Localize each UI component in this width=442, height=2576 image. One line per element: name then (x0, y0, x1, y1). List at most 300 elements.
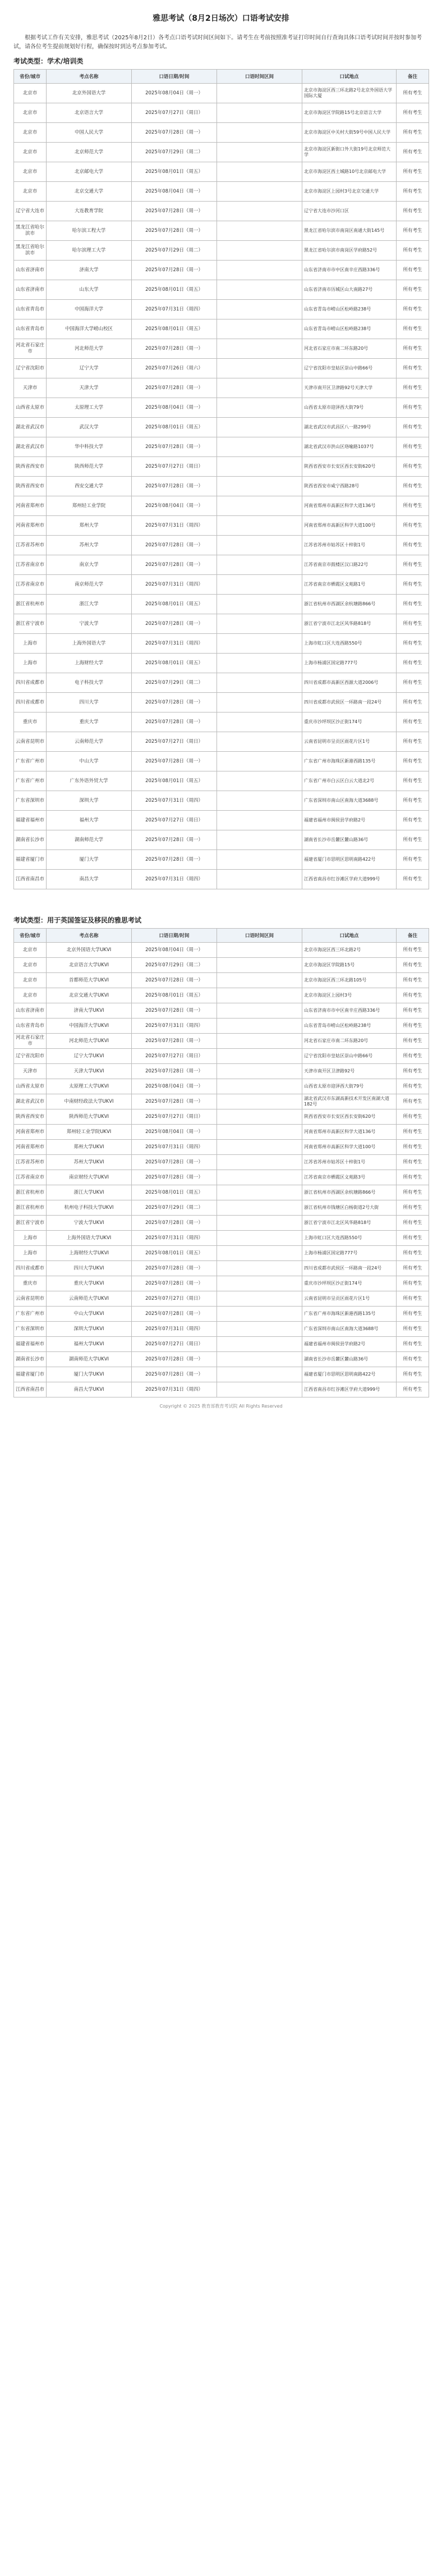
table-row (14, 614, 429, 634)
cell-time-range (217, 673, 302, 693)
cell-location: 天津市南开区卫津路92号 (302, 1064, 397, 1079)
cell-location: 江西省南昌市红谷滩区学府大道999号 (302, 1382, 397, 1397)
cell-venue: 中山大学UKVI (47, 1307, 132, 1322)
header-note: 备注 (397, 929, 429, 943)
cell-city: 上海市 (14, 1231, 47, 1246)
table-row (14, 103, 429, 123)
cell-note: 所有考生 (397, 732, 429, 752)
cell-date: 2025年07月29日（周二） (132, 958, 217, 973)
cell-location: 江苏省苏州市姑苏区十梓街1号 (302, 1155, 397, 1170)
cell-location: 北京市海淀区西土城路10号北京邮电大学 (302, 162, 397, 182)
cell-location: 福建省福州市闽侯县学府路2号 (302, 1337, 397, 1352)
cell-date: 2025年08月04日（周一） (132, 84, 217, 103)
cell-venue: 北京交通大学UKVI (47, 988, 132, 1003)
cell-note: 所有考生 (397, 1322, 429, 1337)
cell-venue: 太原理工大学UKVI (47, 1079, 132, 1094)
cell-location: 上海市杨浦区国定路777号 (302, 654, 397, 673)
section-title-ukvi: 考试类型：用于英国签证及移民的雅思考试 (13, 916, 142, 924)
cell-venue: 上海外国语大学 (47, 634, 132, 654)
cell-city: 北京市 (14, 123, 47, 143)
cell-location: 广东省深圳市南山区南海大道3688号 (302, 791, 397, 811)
cell-city: 上海市 (14, 654, 47, 673)
table-row (14, 477, 429, 496)
cell-note: 所有考生 (397, 477, 429, 496)
cell-location: 湖南省长沙市岳麓区麓山路36号 (302, 1352, 397, 1367)
cell-note: 所有考生 (397, 1079, 429, 1094)
cell-city: 广东省广州市 (14, 752, 47, 771)
cell-time-range (217, 418, 302, 437)
cell-venue: 首都师范大学UKVI (47, 973, 132, 988)
schedule-table-ukvi (13, 928, 429, 1397)
cell-city: 北京市 (14, 973, 47, 988)
table-row (14, 1322, 429, 1337)
cell-location: 四川省成都市武侯区一环路南一段24号 (302, 693, 397, 712)
cell-note: 所有考生 (397, 162, 429, 182)
table-row (14, 536, 429, 555)
cell-venue: 湖南师范大学UKVI (47, 1352, 132, 1367)
cell-venue: 北京外国语大学UKVI (47, 943, 132, 958)
cell-note: 所有考生 (397, 418, 429, 437)
cell-venue: 哈尔滨工程大学 (47, 221, 132, 241)
cell-location: 云南省昆明市呈贡区雨花片区1号 (302, 1291, 397, 1307)
table-row (14, 791, 429, 811)
table-row (14, 339, 429, 359)
cell-note: 所有考生 (397, 241, 429, 261)
cell-venue: 济南大学UKVI (47, 1003, 132, 1018)
page-title: 雅思考试（8月2日场次）口语考试安排 (153, 14, 289, 23)
cell-date: 2025年07月31日（周四） (132, 791, 217, 811)
table-row (14, 693, 429, 712)
cell-location: 江苏省南京市栖霞区文苑路3号 (302, 1170, 397, 1185)
cell-note: 所有考生 (397, 437, 429, 457)
cell-time-range (217, 771, 302, 791)
cell-time-range (217, 988, 302, 1003)
cell-venue: 武汉大学 (47, 418, 132, 437)
cell-city: 四川省成都市 (14, 1261, 47, 1276)
cell-time-range (217, 1382, 302, 1397)
cell-city: 福建省厦门市 (14, 1367, 47, 1382)
cell-date: 2025年07月28日（周一） (132, 712, 217, 732)
table-row (14, 516, 429, 536)
cell-time-range (217, 1231, 302, 1246)
cell-time-range (217, 261, 302, 280)
header-date: 口语日期/时间 (132, 70, 217, 84)
cell-time-range (217, 614, 302, 634)
cell-note: 所有考生 (397, 830, 429, 850)
table-row (14, 1261, 429, 1276)
cell-date: 2025年07月28日（周一） (132, 1307, 217, 1322)
cell-note: 所有考生 (397, 143, 429, 162)
cell-note: 所有考生 (397, 654, 429, 673)
cell-note: 所有考生 (397, 1216, 429, 1231)
cell-date: 2025年07月27日（周日） (132, 1049, 217, 1064)
cell-note: 所有考生 (397, 202, 429, 221)
cell-time-range (217, 1064, 302, 1079)
table-row (14, 1034, 429, 1049)
cell-date: 2025年07月29日（周二） (132, 143, 217, 162)
cell-note: 所有考生 (397, 850, 429, 870)
cell-note: 所有考生 (397, 1337, 429, 1352)
cell-venue: 山东大学 (47, 280, 132, 300)
cell-city: 北京市 (14, 103, 47, 123)
cell-date: 2025年07月31日（周四） (132, 300, 217, 319)
cell-note: 所有考生 (397, 555, 429, 575)
cell-date: 2025年07月28日（周一） (132, 614, 217, 634)
cell-venue: 辽宁大学 (47, 359, 132, 378)
cell-location: 浙江省宁波市江北区风华路818号 (302, 614, 397, 634)
cell-venue: 四川大学UKVI (47, 1261, 132, 1276)
cell-city: 辽宁省沈阳市 (14, 1049, 47, 1064)
cell-city: 上海市 (14, 1246, 47, 1261)
cell-date: 2025年07月28日（周一） (132, 221, 217, 241)
cell-location: 重庆市沙坪坝区沙正街174号 (302, 1276, 397, 1291)
cell-time-range (217, 1307, 302, 1322)
cell-time-range (217, 241, 302, 261)
cell-city: 江苏省苏州市 (14, 1155, 47, 1170)
table-row (14, 1231, 429, 1246)
cell-city: 江苏省南京市 (14, 555, 47, 575)
cell-note: 所有考生 (397, 771, 429, 791)
cell-venue: 大连教育学院 (47, 202, 132, 221)
cell-date: 2025年07月28日（周一） (132, 536, 217, 555)
cell-date: 2025年07月28日（周一） (132, 830, 217, 850)
cell-date: 2025年08月04日（周一） (132, 182, 217, 202)
cell-venue: 北京外国语大学 (47, 84, 132, 103)
cell-note: 所有考生 (397, 359, 429, 378)
table-row (14, 123, 429, 143)
header-time-range: 口语时间区间 (217, 929, 302, 943)
cell-time-range (217, 319, 302, 339)
cell-note: 所有考生 (397, 1155, 429, 1170)
cell-location: 广东省广州市白云区白云大道北2号 (302, 771, 397, 791)
table-row (14, 1079, 429, 1094)
cell-date: 2025年07月31日（周四） (132, 1382, 217, 1397)
cell-city: 浙江省宁波市 (14, 614, 47, 634)
schedule-table-academic (13, 69, 429, 889)
cell-venue: 陕西师范大学 (47, 457, 132, 477)
cell-note: 所有考生 (397, 1064, 429, 1079)
cell-note: 所有考生 (397, 575, 429, 595)
table-row (14, 943, 429, 958)
cell-city: 河北省石家庄市 (14, 339, 47, 359)
cell-city: 北京市 (14, 988, 47, 1003)
cell-time-range (217, 516, 302, 536)
cell-venue: 苏州大学 (47, 536, 132, 555)
cell-note: 所有考生 (397, 280, 429, 300)
cell-note: 所有考生 (397, 300, 429, 319)
cell-date: 2025年07月31日（周四） (132, 575, 217, 595)
cell-time-range (217, 1079, 302, 1094)
cell-location: 北京市海淀区西三环北路2号北京外国语大学国际大厦 (302, 84, 397, 103)
cell-date: 2025年07月28日（周一） (132, 555, 217, 575)
cell-city: 河南省郑州市 (14, 516, 47, 536)
cell-venue: 云南师范大学UKVI (47, 1291, 132, 1307)
cell-date: 2025年07月28日（周一） (132, 202, 217, 221)
table-row (14, 1109, 429, 1125)
cell-city: 陕西省西安市 (14, 457, 47, 477)
table-row (14, 1155, 429, 1170)
cell-location: 陕西省西安市长安区西长安街620号 (302, 457, 397, 477)
cell-note: 所有考生 (397, 398, 429, 418)
cell-time-range (217, 1140, 302, 1155)
cell-venue: 四川大学 (47, 693, 132, 712)
cell-location: 山东省济南市历城区山大南路27号 (302, 280, 397, 300)
cell-city: 广东省广州市 (14, 1307, 47, 1322)
cell-note: 所有考生 (397, 516, 429, 536)
cell-venue: 华中科技大学 (47, 437, 132, 457)
table-row (14, 1125, 429, 1140)
cell-time-range (217, 555, 302, 575)
cell-time-range (217, 437, 302, 457)
cell-venue: 北京语言大学UKVI (47, 958, 132, 973)
header-date: 口语日期/时间 (132, 929, 217, 943)
cell-date: 2025年07月28日（周一） (132, 1276, 217, 1291)
table-row (14, 1140, 429, 1155)
table-row (14, 84, 429, 103)
cell-note: 所有考生 (397, 378, 429, 398)
cell-venue: 宁波大学 (47, 614, 132, 634)
table-row (14, 437, 429, 457)
table-row (14, 771, 429, 791)
cell-venue: 太原理工大学 (47, 398, 132, 418)
table-row (14, 221, 429, 241)
cell-location: 河南省郑州市高新区科学大道136号 (302, 1125, 397, 1140)
header-city: 省份/城市 (14, 929, 47, 943)
cell-location: 河南省郑州市高新区科学大道100号 (302, 1140, 397, 1155)
cell-time-range (217, 496, 302, 516)
cell-date: 2025年07月29日（周二） (132, 1200, 217, 1216)
cell-location: 北京市海淀区学院路15号北京语言大学 (302, 103, 397, 123)
cell-location: 四川省成都市高新区西源大道2006号 (302, 673, 397, 693)
cell-location: 河南省郑州市高新区科学大道100号 (302, 516, 397, 536)
cell-city: 山东省青岛市 (14, 300, 47, 319)
cell-date: 2025年07月28日（周一） (132, 693, 217, 712)
cell-time-range (217, 1049, 302, 1064)
cell-time-range (217, 1352, 302, 1367)
table-row (14, 1246, 429, 1261)
cell-location: 上海市杨浦区国定路777号 (302, 1246, 397, 1261)
cell-city: 北京市 (14, 943, 47, 958)
cell-city: 四川省成都市 (14, 693, 47, 712)
table-row (14, 1216, 429, 1231)
cell-city: 陕西省西安市 (14, 1109, 47, 1125)
cell-note: 所有考生 (397, 1246, 429, 1261)
cell-time-range (217, 1094, 302, 1109)
table-row (14, 1337, 429, 1352)
table-row (14, 143, 429, 162)
cell-city: 北京市 (14, 84, 47, 103)
cell-time-range (217, 536, 302, 555)
cell-location: 江西省南昌市红谷滩区学府大道999号 (302, 870, 397, 889)
cell-date: 2025年07月27日（周日） (132, 1109, 217, 1125)
cell-time-range (217, 634, 302, 654)
header-city: 省份/城市 (14, 70, 47, 84)
header-venue: 考点名称 (47, 70, 132, 84)
cell-date: 2025年07月28日（周一） (132, 1064, 217, 1079)
cell-time-range (217, 1200, 302, 1216)
cell-note: 所有考生 (397, 261, 429, 280)
cell-city: 福建省厦门市 (14, 850, 47, 870)
table-row (14, 870, 429, 889)
cell-venue: 厦门大学 (47, 850, 132, 870)
section-title-academic: 考试类型：学术/培训类 (13, 57, 84, 65)
cell-venue: 南昌大学 (47, 870, 132, 889)
cell-venue: 重庆大学UKVI (47, 1276, 132, 1291)
cell-date: 2025年07月27日（周日） (132, 1337, 217, 1352)
cell-venue: 北京师范大学 (47, 143, 132, 162)
cell-time-range (217, 300, 302, 319)
cell-venue: 深圳大学UKVI (47, 1322, 132, 1337)
cell-city: 福建省福州市 (14, 811, 47, 830)
cell-location: 四川省成都市武侯区一环路南一段24号 (302, 1261, 397, 1276)
table-row (14, 1307, 429, 1322)
cell-city: 浙江省杭州市 (14, 1200, 47, 1216)
cell-time-range (217, 595, 302, 614)
cell-location: 广东省广州市海珠区新港西路135号 (302, 1307, 397, 1322)
cell-date: 2025年08月04日（周一） (132, 943, 217, 958)
cell-venue: 云南师范大学 (47, 732, 132, 752)
cell-location: 湖北省武汉市东湖高新技术开发区南湖大道182号 (302, 1094, 397, 1109)
cell-note: 所有考生 (397, 182, 429, 202)
cell-location: 山东省青岛市崂山区松岭路238号 (302, 300, 397, 319)
cell-time-range (217, 477, 302, 496)
cell-date: 2025年07月31日（周四） (132, 1018, 217, 1034)
cell-location: 云南省昆明市呈贡区雨花片区1号 (302, 732, 397, 752)
cell-venue: 河北师范大学 (47, 339, 132, 359)
cell-city: 湖南省长沙市 (14, 830, 47, 850)
cell-note: 所有考生 (397, 988, 429, 1003)
cell-note: 所有考生 (397, 973, 429, 988)
cell-note: 所有考生 (397, 339, 429, 359)
cell-venue: 郑州大学UKVI (47, 1140, 132, 1155)
cell-date: 2025年07月28日（周一） (132, 1003, 217, 1018)
cell-note: 所有考生 (397, 943, 429, 958)
cell-venue: 福州大学UKVI (47, 1337, 132, 1352)
cell-city: 山东省青岛市 (14, 1018, 47, 1034)
cell-city: 重庆市 (14, 712, 47, 732)
cell-location: 山西省太原市迎泽西大街79号 (302, 398, 397, 418)
cell-venue: 南京财经大学UKVI (47, 1170, 132, 1185)
cell-time-range (217, 123, 302, 143)
cell-venue: 湖南师范大学 (47, 830, 132, 850)
cell-venue: 北京邮电大学 (47, 162, 132, 182)
table-row (14, 555, 429, 575)
cell-time-range (217, 339, 302, 359)
cell-location: 湖北省武汉市洪山区珞喻路1037号 (302, 437, 397, 457)
cell-date: 2025年07月28日（周一） (132, 123, 217, 143)
cell-time-range (217, 958, 302, 973)
cell-time-range (217, 654, 302, 673)
table-row (14, 752, 429, 771)
cell-time-range (217, 1337, 302, 1352)
table-row (14, 811, 429, 830)
cell-location: 山西省太原市迎泽西大街79号 (302, 1079, 397, 1094)
table-header-row (14, 70, 429, 84)
cell-city: 上海市 (14, 634, 47, 654)
cell-city: 浙江省宁波市 (14, 1216, 47, 1231)
cell-location: 湖南省长沙市岳麓区麓山路36号 (302, 830, 397, 850)
cell-date: 2025年07月28日（周一） (132, 1216, 217, 1231)
cell-city: 浙江省杭州市 (14, 595, 47, 614)
intro-paragraph: 根据考试工作有关安排，雅思考试（2025年8月2日）各考点口语考试时间区间如下。请考生在考前按照准考证打印时间自行查询具体口语考试时间并按时参加考试，请各位考生提前规划好行程，确保按时到达考点参加考试。 (13, 35, 422, 50)
cell-venue: 广东外语外贸大学 (47, 771, 132, 791)
cell-time-range (217, 1003, 302, 1018)
cell-location: 河北省石家庄市南二环东路20号 (302, 339, 397, 359)
cell-note: 所有考生 (397, 595, 429, 614)
cell-city: 黑龙江省哈尔滨市 (14, 221, 47, 241)
cell-note: 所有考生 (397, 791, 429, 811)
table-row (14, 850, 429, 870)
cell-note: 所有考生 (397, 123, 429, 143)
cell-venue: 北京交通大学 (47, 182, 132, 202)
cell-time-range (217, 1034, 302, 1049)
cell-date: 2025年07月27日（周日） (132, 457, 217, 477)
cell-location: 北京市海淀区新街口外大街19号北京师范大学 (302, 143, 397, 162)
cell-venue: 杭州电子科技大学UKVI (47, 1200, 132, 1216)
cell-venue: 天津大学 (47, 378, 132, 398)
header-location: 口试地点 (302, 929, 397, 943)
cell-venue: 西安交通大学 (47, 477, 132, 496)
table-row (14, 182, 429, 202)
cell-time-range (217, 280, 302, 300)
cell-venue: 宁波大学UKVI (47, 1216, 132, 1231)
cell-note: 所有考生 (397, 712, 429, 732)
cell-location: 浙江省杭州市钱塘区白杨街道2号大街 (302, 1200, 397, 1216)
table-row (14, 261, 429, 280)
cell-location: 北京市海淀区上园村3号 (302, 988, 397, 1003)
cell-venue: 河北师范大学UKVI (47, 1034, 132, 1049)
header-location: 口试地点 (302, 70, 397, 84)
cell-note: 所有考生 (397, 1185, 429, 1200)
cell-date: 2025年07月28日（周一） (132, 752, 217, 771)
cell-location: 北京市海淀区学院路15号 (302, 958, 397, 973)
cell-time-range (217, 202, 302, 221)
cell-note: 所有考生 (397, 958, 429, 973)
cell-time-range (217, 1018, 302, 1034)
cell-city: 山西省太原市 (14, 398, 47, 418)
cell-note: 所有考生 (397, 319, 429, 339)
cell-location: 河南省郑州市高新区科学大道136号 (302, 496, 397, 516)
cell-city: 北京市 (14, 182, 47, 202)
cell-location: 山东省济南市市中区南辛庄西路336号 (302, 1003, 397, 1018)
cell-city: 重庆市 (14, 1276, 47, 1291)
cell-date: 2025年07月28日（周一） (132, 437, 217, 457)
document-page (13, 0, 429, 1409)
cell-city: 黑龙江省哈尔滨市 (14, 241, 47, 261)
cell-time-range (217, 575, 302, 595)
cell-venue: 辽宁大学UKVI (47, 1049, 132, 1064)
cell-city: 湖北省武汉市 (14, 1094, 47, 1109)
cell-location: 河北省石家庄市南二环东路20号 (302, 1034, 397, 1049)
cell-date: 2025年07月28日（周一） (132, 973, 217, 988)
table-row (14, 988, 429, 1003)
table-row (14, 280, 429, 300)
cell-venue: 郑州轻工业学院UKVI (47, 1125, 132, 1140)
cell-location: 黑龙江省哈尔滨市南岗区学府路52号 (302, 241, 397, 261)
cell-time-range (217, 850, 302, 870)
cell-note: 所有考生 (397, 614, 429, 634)
cell-date: 2025年08月01日（周五） (132, 418, 217, 437)
cell-venue: 浙江大学UKVI (47, 1185, 132, 1200)
cell-city: 福建省福州市 (14, 1337, 47, 1352)
cell-time-range (217, 1261, 302, 1276)
cell-location: 浙江省杭州市西湖区余杭塘路866号 (302, 1185, 397, 1200)
cell-venue: 南京师范大学 (47, 575, 132, 595)
cell-time-range (217, 1291, 302, 1307)
cell-city: 河南省郑州市 (14, 496, 47, 516)
cell-note: 所有考生 (397, 1291, 429, 1307)
cell-date: 2025年07月28日（周一） (132, 1352, 217, 1367)
